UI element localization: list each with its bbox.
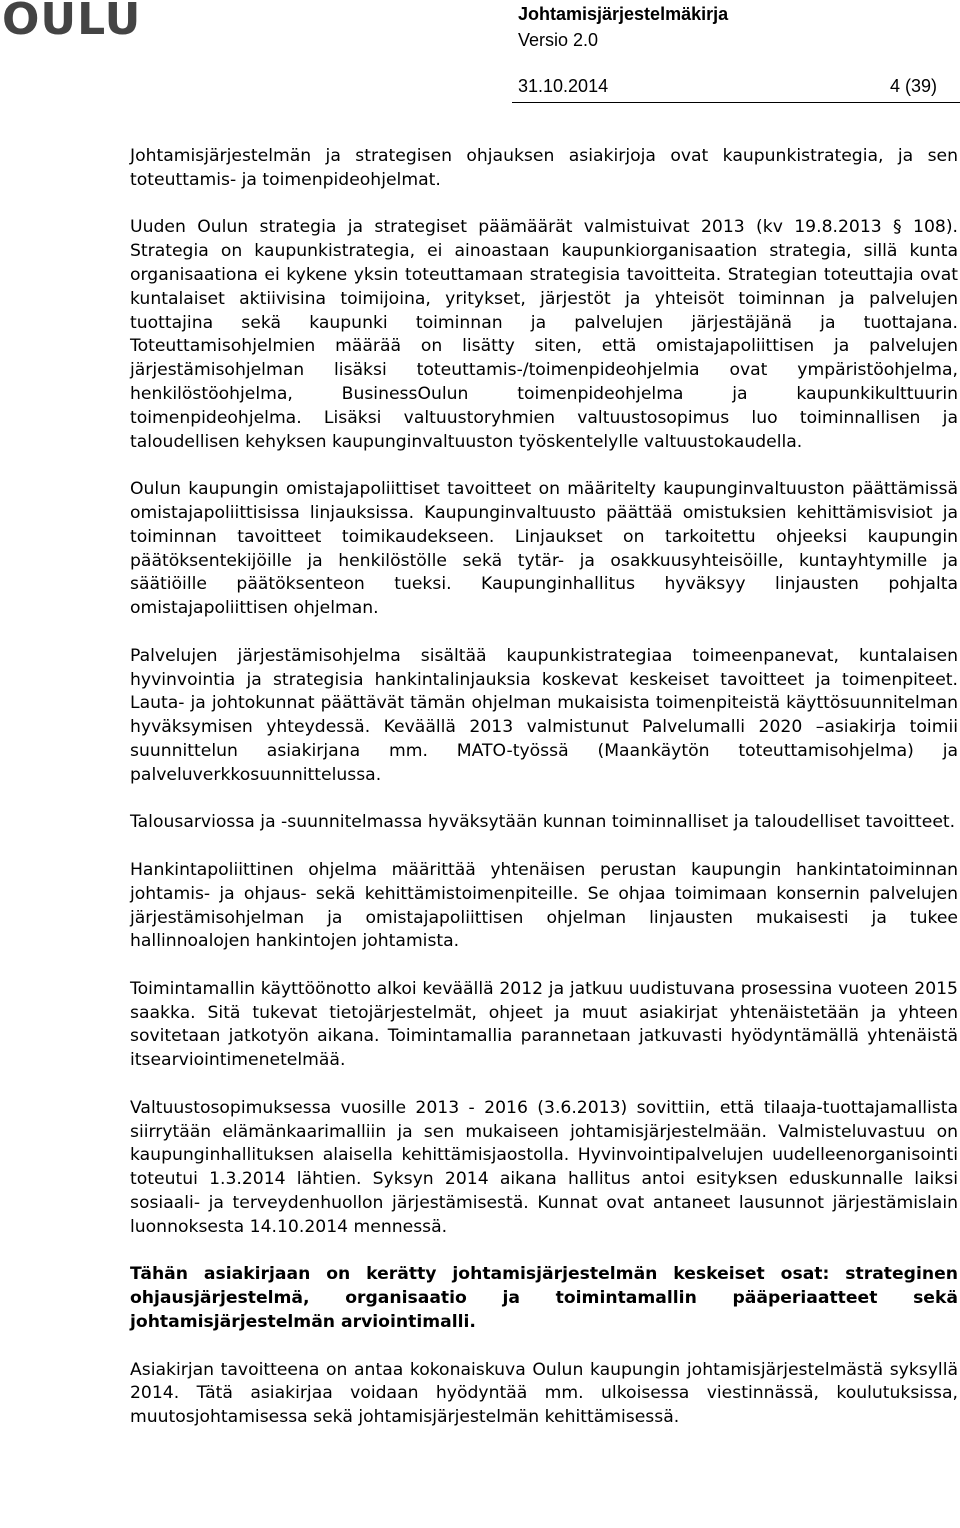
document-header (518, 2, 728, 52)
document-title: Johtamisjärjestelmäkirja (518, 4, 729, 24)
paragraph-omistajapolitiikka: Oulun kaupungin omistajapoliittiset tavoitteet on määritelty kaupunginvaltuuston päättämissä omistajapoliittisissa linjauksissa. Kaupunginvaltuusto päättää omistuksien kehittämisvisiot ja toiminnan tavoitteet toimikaudekseen. Linjaukset on tarkoitettu ohjeeksi kaupungin päätöksentekijöille ja henkilöstölle sekä tytär- ja osakkuusyhteisöille, kuntayhtymille ja säätiöille päätöksenteon tueksi. Kaupunginhallitus hyväksyy linjausten pohjalta omistajapoliittisen ohjelman. (130, 479, 958, 619)
header-divider (512, 102, 960, 103)
paragraph-palvelujen-jarjestamisohjelma: Palvelujen järjestämisohjelma sisältää kaupunkistrategiaa toimeenpanevat, kuntalaisen hyvinvointia ja strategisia hankintalinjauksia koskevat keskeiset tavoitteet ja toimenpiteet. Lauta- ja johtokunnat päättävät tämän ohjelman mukaisista toimenpiteistä käyttösuunnitelman hyväksymisen yhteydessä. Keväällä 2013 valmistunut Palvelumalli 2020 –asiakirja toimii suunnittelun asiakirjana mm. MATO-työssä (Maankäytön toteuttamisohjelma) ja palveluverkkosuunnittelussa. (130, 645, 958, 785)
paragraph-tavoite: Asiakirjan tavoitteena on antaa kokonaiskuva Oulun kaupungin johtamisjärjestelmästä syksyllä 2014. Tätä asiakirjaa voidaan hyödyntää mm. ulkoisessa viestinnässä, koulutuksissa, muutosjohtamisessa sekä johtamisjärjestelmän kehittämisessä. (130, 1359, 958, 1428)
document-date: 31.10.2014 (518, 76, 609, 96)
paragraph-keskeiset-osat: Tähän asiakirjaan on kerätty johtamisjärjestelmän keskeiset osat: strateginen ohjausjärjestelmä, organisaatio ja toimintamallin pääperiaatteet sekä johtamisjärjestelmän arviointimalli. (130, 1264, 958, 1333)
document-body (130, 145, 958, 1454)
paragraph-valtuustosopimus: Valtuustosopimuksessa vuosille 2013 - 2016 (3.6.2013) sovittiin, että tilaaja-tuottajamallista siirrytään elämänkaarimalliin ja sen mukaiseen johtamisjärjestelmään. Valmisteluvastuu on kaupunginhallituksen alaisella kehittämisjaostolla. Hyvinvointipalvelujen uudelleenorganisointi toteutui 1.3.2014 lähtien. Syksyn 2014 aikana hallitus antoi esityksen eduskunnalle laiksi sosiaali- ja terveydenhuollon järjestämisestä. Kunnat ovat antaneet lausunnot järjestämislain luonnoksesta 14.10.2014 mennessä. (130, 1097, 958, 1237)
paragraph-talousarvio: Talousarviossa ja -suunnitelmassa hyväksytään kunnan toiminnalliset ja taloudelliset tavoitteet. (130, 812, 956, 833)
paragraph-hankintapolitiikka: Hankintapoliittinen ohjelma määrittää yhtenäisen perustan kaupungin hankintatoiminnan johtamis- ja ohjaus- sekä kehittämistoimenpiteille. Se ohjaa toimimaan konsernin palvelujen järjestämisohjelman ja omistajapoliittisen ohjelman linjausten mukaisesti ja tukee hallinnoalojen hankintojen johtamista. (130, 859, 958, 952)
paragraph-asiakirjat: Johtamisjärjestelmän ja strategisen ohjauksen asiakirjoja ovat kaupunkistrategia, ja sen toteuttamis- ja toimenpideohjelmat. (130, 146, 958, 190)
paragraph-toimintamalli: Toimintamallin käyttöönotto alkoi keväällä 2012 ja jatkuu uudistuvana prosessina vuoteen 2015 saakka. Sitä tukevat tietojärjestelmät, ohjeet ja muut asiakirjat yhtenäistetään ja yhteen sovitetaan jatkotyön aikana. Toimintamallia parannetaan jatkuvasti hyödyntämällä yhtenäistä itsearviointimenetelmää. (130, 978, 958, 1071)
paragraph-strategia: Uuden Oulun strategia ja strategiset päämäärät valmistuivat 2013 (kv 19.8.2013 § 108). Strategia on kaupunkistrategia, ei ainoastaan kaupunkiorganisaation strategia, sillä kunta organisaationa ei kykene yksin toteuttamaan strategisia tavoitteita. Strategian toteuttajia ovat kuntalaiset aktiivisina toimijoina, yritykset, järjestöt ja yhteisöt toiminnan ja palvelujen tuottajina sekä kaupunki toiminnan ja palvelujen järjestäjänä ja tuottajana. Toteuttamisohjelmien määrää on lisätty siten, että omistajapoliittisen ja palvelujen järjestämisohjelman lisäksi toteuttamis-/toimenpideohjelmia ovat ympäristöohjelma, henkilöstöohjelma, BusinessOulun toimenpideohjelma ja kaupunkikulttuurin toimenpideohjelma. Lisäksi valtuustoryhmien valtuustosopimus luo toiminnallisen ja taloudellisen kehyksen kaupunginvaltuuston työskentelylle valtuustokaudella. (130, 217, 958, 452)
page-number: 4 (39) (890, 76, 938, 96)
document-version: Versio 2.0 (518, 30, 599, 50)
oulu-logo: OULU (2, 0, 142, 45)
